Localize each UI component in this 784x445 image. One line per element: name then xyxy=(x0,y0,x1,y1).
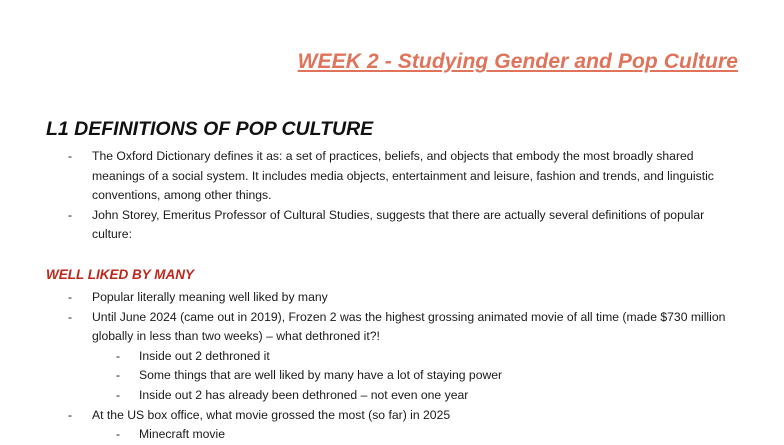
list-item xyxy=(0,308,784,347)
sub-list-item-text: Inside out 2 dethroned it xyxy=(139,348,270,363)
list-item-text: John Storey, Emeritus Professor of Cultural Studies, suggests that there are actually several definitions of popular culture: xyxy=(92,207,705,242)
dash-bullet: - xyxy=(68,149,73,163)
dash-bullet: - xyxy=(116,387,121,402)
list-item xyxy=(0,288,784,308)
dash-bullet: - xyxy=(116,348,121,363)
sub-list-item xyxy=(0,386,784,406)
sub-list-item xyxy=(0,366,784,386)
dash-bullet: - xyxy=(68,207,73,222)
dash-bullet: - xyxy=(116,427,121,442)
list-item xyxy=(0,406,784,426)
list-item xyxy=(0,147,784,206)
sub-list-item xyxy=(0,347,784,367)
dash-bullet: - xyxy=(116,368,121,383)
sub-list-item-text: Some things that are well liked by many have a lot of staying power xyxy=(139,368,503,383)
section-title: L1 DEFINITIONS OF POP CULTURE xyxy=(46,118,374,140)
subheading-well-liked: WELL LIKED BY MANY xyxy=(46,267,195,282)
dash-bullet: - xyxy=(68,407,73,422)
list-item xyxy=(0,206,784,245)
dash-bullet: - xyxy=(68,290,73,304)
sub-list-item-text: Inside out 2 has already been dethroned – not even one year xyxy=(139,387,469,402)
well-liked-list xyxy=(0,288,784,445)
sub-list-item-text: Minecraft movie xyxy=(139,427,226,442)
definitions-list xyxy=(0,147,784,245)
sub-list-item xyxy=(0,425,784,445)
list-item-text: The Oxford Dictionary defines it as: a set of practices, beliefs, and objects that embody the most broadly shared meanings of a social system. It includes media objects, entertainment and leisure, fashion and trends, and linguistic conventions, among other things. xyxy=(92,149,714,203)
list-item-text: Popular literally meaning well liked by many xyxy=(92,290,328,304)
week-title: WEEK 2 - Studying Gender and Pop Culture xyxy=(297,50,738,73)
dash-bullet: - xyxy=(68,309,73,324)
list-item-text: At the US box office, what movie grossed the most (so far) in 2025 xyxy=(92,407,451,422)
list-item-text: Until June 2024 (came out in 2019), Frozen 2 was the highest grossing animated movie of all time (made $730 million globally in less than two weeks) – what dethroned it?! xyxy=(92,309,726,344)
